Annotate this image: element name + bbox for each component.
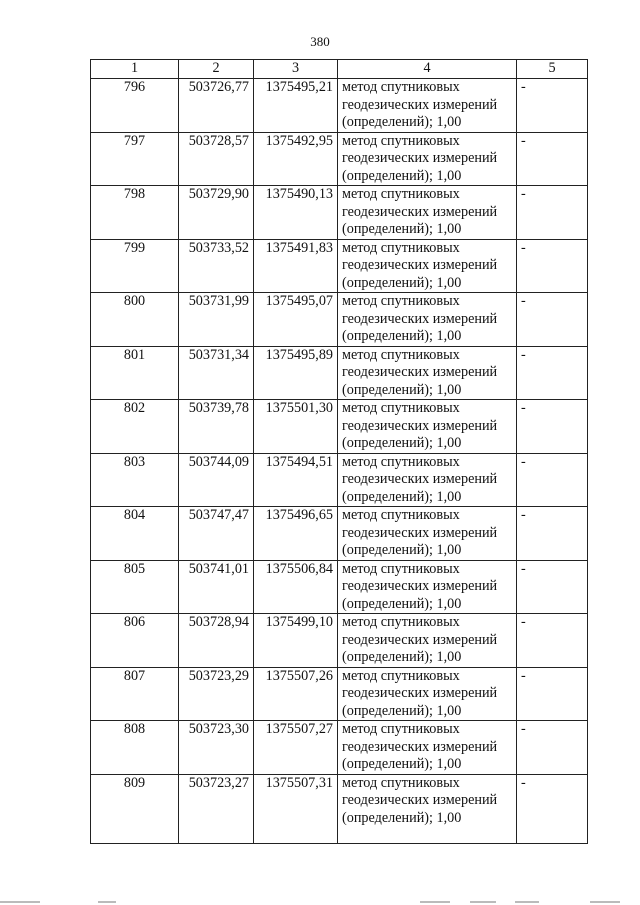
method-line: метод спутниковых xyxy=(342,346,460,363)
y-coordinate-cell: 1375506,84 xyxy=(254,560,338,614)
table-header-row xyxy=(91,60,588,79)
table-row xyxy=(91,774,588,843)
x-coordinate-cell: 503739,78 xyxy=(179,400,254,454)
y-coordinate-cell: 1375495,07 xyxy=(254,293,338,347)
x-coordinate-cell: 503723,29 xyxy=(179,667,254,721)
x-coordinate-cell: 503728,57 xyxy=(179,132,254,186)
y-coordinate-cell: 1375492,95 xyxy=(254,132,338,186)
y-coordinate-cell: 1375501,30 xyxy=(254,400,338,454)
y-coordinate-cell: 1375494,51 xyxy=(254,453,338,507)
method-line: (определений); 1,00 xyxy=(342,167,462,184)
y-coordinate-cell: 1375507,31 xyxy=(254,774,338,843)
y-coordinate-cell: 1375507,27 xyxy=(254,721,338,775)
method-line: (определений); 1,00 xyxy=(342,809,462,826)
method-line: метод спутниковых xyxy=(342,239,460,256)
method-line: (определений); 1,00 xyxy=(342,756,462,772)
point-number-cell: 806 xyxy=(91,614,179,668)
method-cell xyxy=(338,400,517,454)
point-number-cell: 803 xyxy=(91,453,179,507)
note-cell: - xyxy=(517,774,588,843)
x-coordinate-cell: 503744,09 xyxy=(179,453,254,507)
note-cell: - xyxy=(517,346,588,400)
method-line: метод спутниковых xyxy=(342,293,460,309)
method-line: метод спутниковых xyxy=(342,453,460,470)
method-line: метод спутниковых xyxy=(342,774,460,791)
method-line: метод спутниковых xyxy=(342,560,460,577)
method-line: метод спутниковых xyxy=(342,721,460,737)
x-coordinate-cell: 503723,27 xyxy=(179,774,254,843)
table-row xyxy=(91,239,588,293)
x-coordinate-cell: 503731,99 xyxy=(179,293,254,347)
method-line: метод спутниковых xyxy=(342,132,460,149)
x-coordinate-cell: 503747,47 xyxy=(179,507,254,561)
point-number-cell: 808 xyxy=(91,721,179,775)
table-row xyxy=(91,721,588,775)
method-line: (определений); 1,00 xyxy=(342,274,462,291)
note-cell: - xyxy=(517,239,588,293)
method-line: геодезических измерений xyxy=(342,738,498,755)
table-row xyxy=(91,79,588,133)
table-row xyxy=(91,293,588,347)
method-line: (определений); 1,00 xyxy=(342,435,462,451)
point-number-cell: 801 xyxy=(91,346,179,400)
method-line: геодезических измерений xyxy=(342,310,498,327)
method-cell xyxy=(338,774,517,843)
scan-edge-marks xyxy=(0,899,640,905)
method-cell xyxy=(338,614,517,668)
table-row xyxy=(91,453,588,507)
method-line: метод спутниковых xyxy=(342,79,460,95)
method-line: геодезических измерений xyxy=(342,685,498,701)
note-cell: - xyxy=(517,507,588,561)
method-cell xyxy=(338,453,517,507)
note-cell: - xyxy=(517,614,588,668)
table-row xyxy=(91,132,588,186)
method-cell xyxy=(338,721,517,775)
header-col-2: 2 xyxy=(179,60,254,79)
method-cell xyxy=(338,79,517,133)
method-line: (определений); 1,00 xyxy=(342,542,462,558)
header-col-1: 1 xyxy=(91,60,179,79)
header-col-5: 5 xyxy=(517,60,588,79)
y-coordinate-cell: 1375491,83 xyxy=(254,239,338,293)
method-line: метод спутниковых xyxy=(342,507,460,523)
table-row xyxy=(91,346,588,400)
x-coordinate-cell: 503728,94 xyxy=(179,614,254,668)
method-cell xyxy=(338,239,517,293)
y-coordinate-cell: 1375495,21 xyxy=(254,79,338,133)
method-cell xyxy=(338,132,517,186)
method-line: (определений); 1,00 xyxy=(342,221,462,237)
note-cell: - xyxy=(517,453,588,507)
point-number-cell: 800 xyxy=(91,293,179,347)
table-row xyxy=(91,186,588,240)
note-cell: - xyxy=(517,667,588,721)
method-line: метод спутниковых xyxy=(342,667,460,684)
note-cell: - xyxy=(517,560,588,614)
point-number-cell: 809 xyxy=(91,774,179,843)
note-cell: - xyxy=(517,132,588,186)
method-cell xyxy=(338,560,517,614)
table-row xyxy=(91,560,588,614)
method-line: (определений); 1,00 xyxy=(342,381,462,398)
y-coordinate-cell: 1375490,13 xyxy=(254,186,338,240)
method-line: (определений); 1,00 xyxy=(342,595,462,612)
note-cell: - xyxy=(517,721,588,775)
point-number-cell: 799 xyxy=(91,239,179,293)
method-cell xyxy=(338,186,517,240)
method-line: геодезических измерений xyxy=(342,417,498,434)
note-cell: - xyxy=(517,293,588,347)
method-cell xyxy=(338,667,517,721)
y-coordinate-cell: 1375495,89 xyxy=(254,346,338,400)
x-coordinate-cell: 503723,30 xyxy=(179,721,254,775)
y-coordinate-cell: 1375507,26 xyxy=(254,667,338,721)
point-number-cell: 798 xyxy=(91,186,179,240)
method-line: геодезических измерений xyxy=(342,631,498,648)
y-coordinate-cell: 1375499,10 xyxy=(254,614,338,668)
note-cell: - xyxy=(517,79,588,133)
method-cell xyxy=(338,346,517,400)
method-line: геодезических измерений xyxy=(342,471,498,487)
x-coordinate-cell: 503731,34 xyxy=(179,346,254,400)
y-coordinate-cell: 1375496,65 xyxy=(254,507,338,561)
method-line: (определений); 1,00 xyxy=(342,702,462,719)
x-coordinate-cell: 503729,90 xyxy=(179,186,254,240)
page-number: 380 xyxy=(310,34,330,49)
method-line: метод спутниковых xyxy=(342,186,460,202)
point-number-cell: 807 xyxy=(91,667,179,721)
method-line: геодезических измерений xyxy=(342,578,498,594)
method-line: (определений); 1,00 xyxy=(342,114,462,130)
method-line: геодезических измерений xyxy=(342,203,498,220)
note-cell: - xyxy=(517,186,588,240)
header-col-4: 4 xyxy=(338,60,517,79)
method-line: геодезических измерений xyxy=(342,257,498,273)
method-cell xyxy=(338,507,517,561)
method-line: (определений); 1,00 xyxy=(342,328,462,344)
method-line: метод спутниковых xyxy=(342,614,460,630)
x-coordinate-cell: 503726,77 xyxy=(179,79,254,133)
point-number-cell: 796 xyxy=(91,79,179,133)
table-row xyxy=(91,400,588,454)
table-row xyxy=(91,507,588,561)
method-line: геодезических измерений xyxy=(342,96,498,113)
table-row xyxy=(91,667,588,721)
x-coordinate-cell: 503733,52 xyxy=(179,239,254,293)
point-number-cell: 805 xyxy=(91,560,179,614)
point-number-cell: 804 xyxy=(91,507,179,561)
method-line: (определений); 1,00 xyxy=(342,488,462,505)
point-number-cell: 802 xyxy=(91,400,179,454)
method-line: геодезических измерений xyxy=(342,524,498,541)
x-coordinate-cell: 503741,01 xyxy=(179,560,254,614)
header-col-3: 3 xyxy=(254,60,338,79)
table-row xyxy=(91,614,588,668)
note-cell: - xyxy=(517,400,588,454)
method-line: геодезических измерений xyxy=(342,792,498,808)
method-line: геодезических измерений xyxy=(342,150,498,166)
coordinates-table xyxy=(90,59,588,844)
method-line: (определений); 1,00 xyxy=(342,649,462,665)
method-cell xyxy=(338,293,517,347)
point-number-cell: 797 xyxy=(91,132,179,186)
method-line: метод спутниковых xyxy=(342,400,460,416)
method-line: геодезических измерений xyxy=(342,364,498,380)
